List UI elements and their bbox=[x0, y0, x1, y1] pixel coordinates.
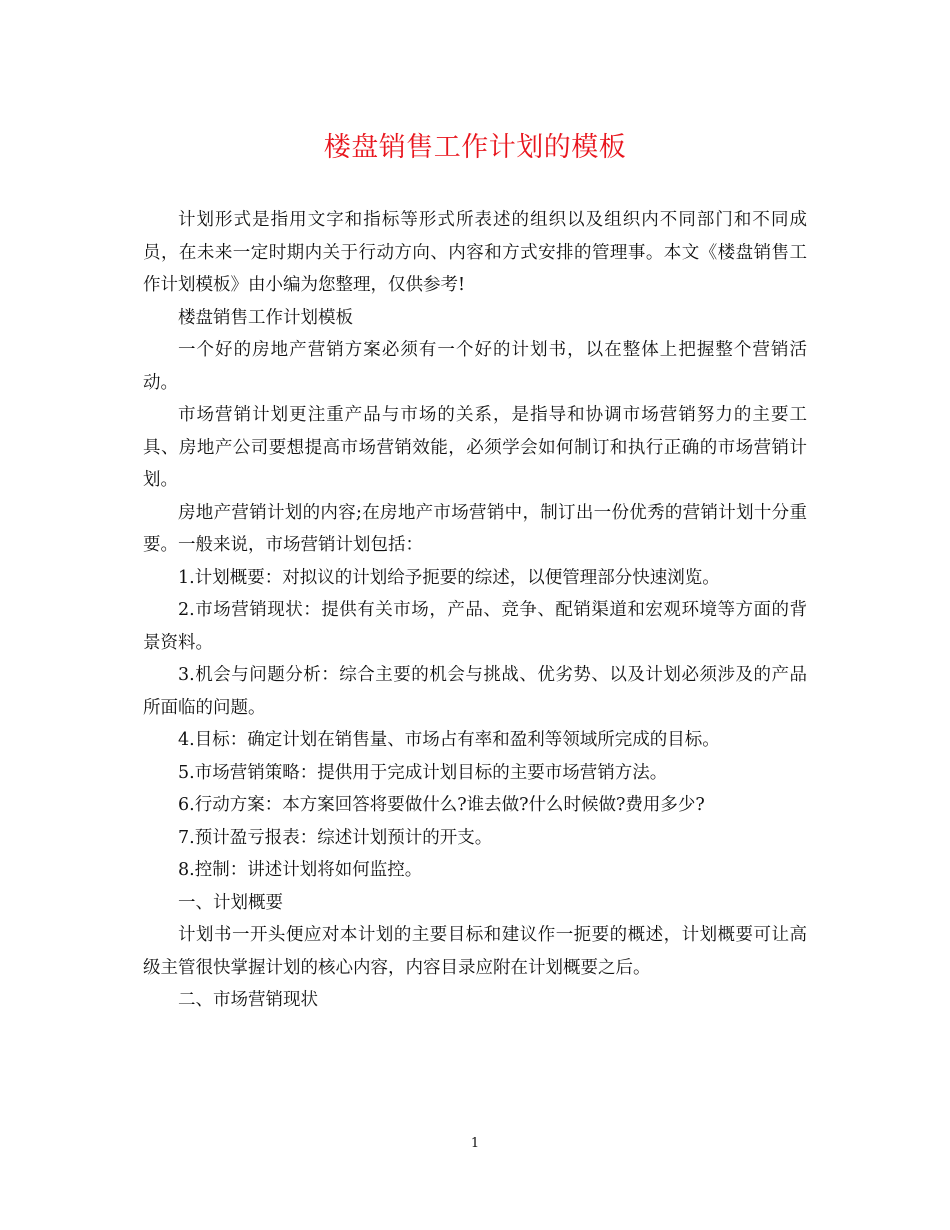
list-item: 7.预计盈亏报表：综述计划预计的开支。 bbox=[178, 827, 493, 848]
paragraph: 一个好的房地产营销方案必须有一个好的计划书，以在整体上把握整个营销活动。 bbox=[143, 340, 807, 393]
section-heading: 二、市场营销现状 bbox=[178, 990, 318, 1010]
list-item: 6.行动方案：本方案回答将要做什么?谁去做?什么时候做?费用多少? bbox=[178, 795, 705, 815]
document-title: 楼盘销售工作计划的模板 bbox=[323, 132, 627, 163]
page-number: 1 bbox=[470, 1136, 480, 1151]
paragraph-subtitle: 楼盘销售工作计划模板 bbox=[178, 307, 353, 328]
paragraph: 市场营销计划更注重产品与市场的关系，是指导和协调市场营销努力的主要工具、房地产公司要想提高市场营销效能，必须学会如何制订和执行正确的市场营销计划。 bbox=[143, 405, 807, 490]
list-item: 5.市场营销策略：提供用于完成计划目标的主要市场营销方法。 bbox=[178, 762, 668, 783]
section-heading: 一、计划概要 bbox=[178, 892, 283, 913]
document-body bbox=[143, 204, 807, 1017]
list-item: 2.市场营销现状：提供有关市场，产品、竞争、配销渠道和宏观环境等方面的背景资料。 bbox=[143, 600, 807, 653]
list-item: 1.计划概要：对拟议的计划给予扼要的综述，以便管理部分快速浏览。 bbox=[178, 567, 720, 588]
list-item: 8.控制：讲述计划将如何监控。 bbox=[178, 860, 423, 880]
paragraph: 房地产营销计划的内容;在房地产市场营销中，制订出一份优秀的营销计划十分重要。一般来说，市场营销计划包括： bbox=[143, 502, 807, 555]
list-item: 4.目标：确定计划在销售量、市场占有率和盈利等领域所完成的目标。 bbox=[178, 730, 720, 750]
paragraph: 计划书一开头便应对本计划的主要目标和建议作一扼要的概述，计划概要可让高级主管很快掌握计划的核心内容，内容目录应附在计划概要之后。 bbox=[143, 925, 807, 978]
paragraph-intro: 计划形式是指用文字和指标等形式所表述的组织以及组织内不同部门和不同成员，在未来一定时期内关于行动方向、内容和方式安排的管理事。本文《楼盘销售工作计划模板》由小编为您整理，仅供参考! bbox=[143, 210, 807, 295]
list-item: 3.机会与问题分析：综合主要的机会与挑战、优劣势、以及计划必须涉及的产品所面临的问题。 bbox=[143, 665, 807, 718]
